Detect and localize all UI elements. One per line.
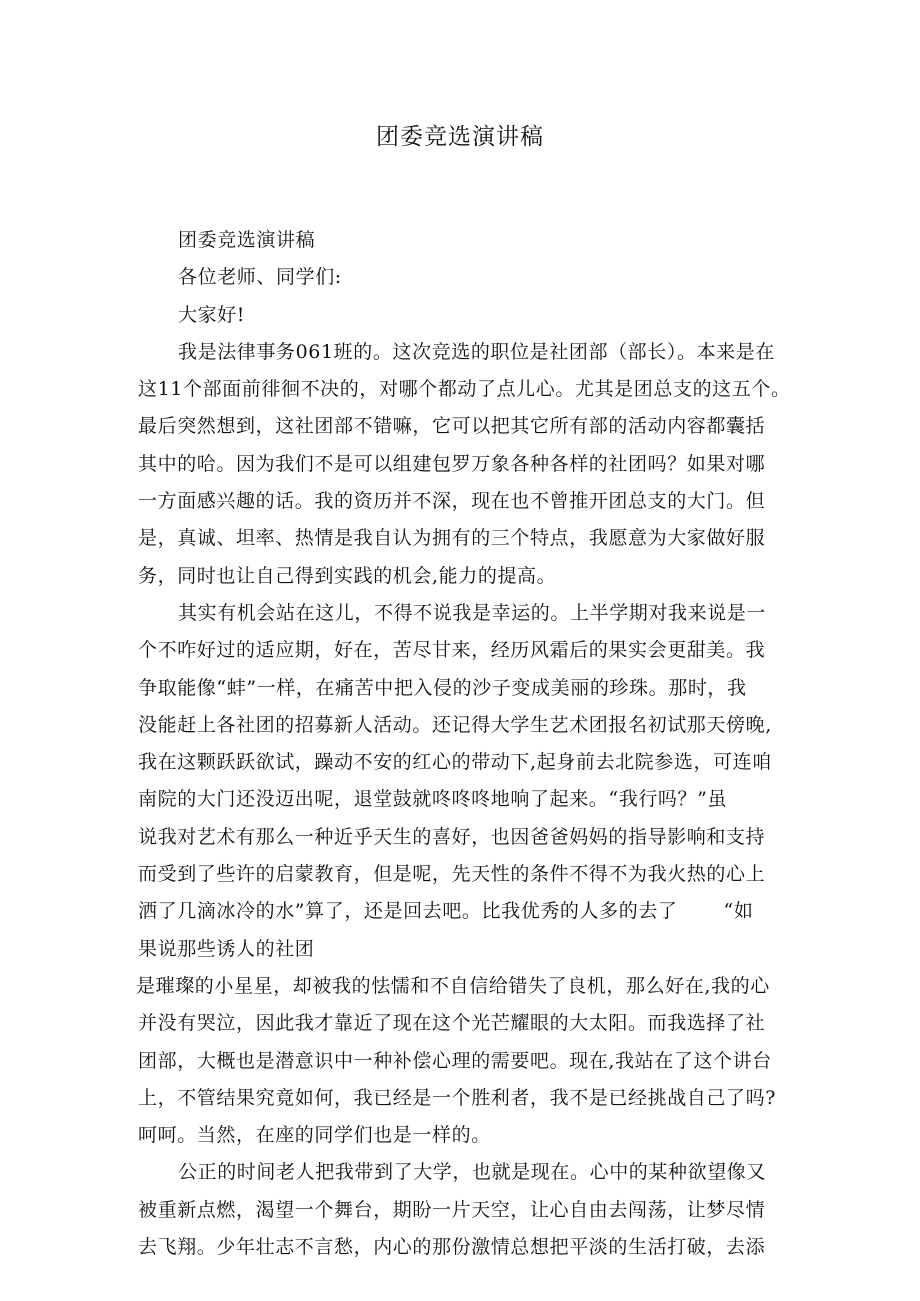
paragraph-2-line-quote: “如 — [723, 900, 754, 923]
paragraph-1-line: 其中的哈。因为我们不是可以组建包罗万象各种各样的社团吗？如果对哪 — [138, 452, 766, 475]
paragraph-4-line: 公正的时间老人把我带到了大学，也就是现在。心中的某种欲望像又 — [178, 1161, 767, 1184]
paragraph-2-line: 果说那些诱人的社团 — [138, 937, 315, 960]
paragraph-1-line: 这11个部面前徘徊不决的，对哪个都动了点儿心。尤其是团总支的这五个。 — [138, 378, 791, 401]
paragraph-2-line: 其实有机会站在这儿，不得不说我是幸运的。上半学期对我来说是一 — [178, 601, 767, 624]
paragraph-3-line: 呵呵。当然，在座的同学们也是一样的。 — [138, 1124, 491, 1147]
paragraph-1-line: 务，同时也让自己得到实践的机会,能力的提高。 — [138, 564, 557, 587]
salutation-line: 各位老师、同学们: — [178, 266, 342, 289]
paragraph-1-line: 我是法律事务061班的。这次竞选的职位是社团部（部长）。本来是在 — [178, 340, 775, 363]
heading-line: 团委竞选演讲稿 — [178, 229, 316, 251]
greeting-line: 大家好! — [178, 303, 246, 326]
paragraph-3-line: 是璀璨的小星星，却被我的怯懦和不自信给错失了良机，那么好在,我的心 — [136, 974, 770, 997]
document-title: 团委竞选演讲稿 — [376, 124, 544, 150]
paragraph-2-line: 南院的大门还没迈出呢，退堂鼓就咚咚咚地响了起来。“我行吗？”虽 — [138, 788, 728, 811]
paragraph-3-line: 团部，大概也是潜意识中一种补偿心理的需要吧。现在,我站在了这个讲台 — [138, 1049, 772, 1072]
paragraph-2-line: 个不咋好过的适应期，好在，苦尽甘来，经历风霜后的果实会更甜美。我 — [138, 639, 766, 662]
paragraph-2-line: 而受到了些许的启蒙教育，但是呢，先天性的条件不得不为我火热的心上 — [138, 863, 766, 886]
paragraph-2-line-text: 洒了几滴冰冷的水”算了，还是回去吧。比我优秀的人多的去了 — [138, 900, 678, 923]
document-body — [138, 222, 790, 1266]
paragraph-1-line: 是，真诚、坦率、热情是我自认为拥有的三个特点，我愿意为大家做好服 — [138, 527, 766, 550]
paragraph-2-line: 没能赶上各社团的招募新人活动。还记得大学生艺术团报名初试那天傍晚, — [138, 713, 772, 736]
paragraph-2-line: 争取能像“蚌”一样，在痛苦中把入侵的沙子变成美丽的珍珠。那时，我 — [138, 676, 747, 699]
paragraph-3-line: 上，不管结果究竟如何，我已经是一个胜利者，我不是已经挑战自己了吗? — [138, 1086, 776, 1109]
paragraph-2-line: 我在这颗跃跃欲试，躁动不安的红心的带动下,起身前去北院参选，可连咱 — [138, 751, 772, 774]
paragraph-3-line: 并没有哭泣，因此我才靠近了现在这个光芒耀眼的大太阳。而我选择了社 — [138, 1012, 766, 1035]
paragraph-2-line — [138, 893, 790, 930]
paragraph-1-line: 一方面感兴趣的话。我的资历并不深，现在也不曾推开团总支的大门。但 — [138, 490, 766, 513]
paragraph-1-line: 最后突然想到，这社团部不错嘛，它可以把其它所有部的活动内容都囊括 — [138, 415, 766, 438]
paragraph-4-line: 被重新点燃，渴望一个舞台，期盼一片天空，让心自由去闯荡，让梦尽情 — [138, 1198, 766, 1221]
paragraph-2-line: 说我对艺术有那么一种近乎天生的喜好，也因爸爸妈妈的指导影响和支持 — [138, 825, 766, 848]
paragraph-4-line: 去飞翔。少年壮志不言愁，内心的那份激情总想把平淡的生活打破，去添 — [138, 1236, 766, 1259]
